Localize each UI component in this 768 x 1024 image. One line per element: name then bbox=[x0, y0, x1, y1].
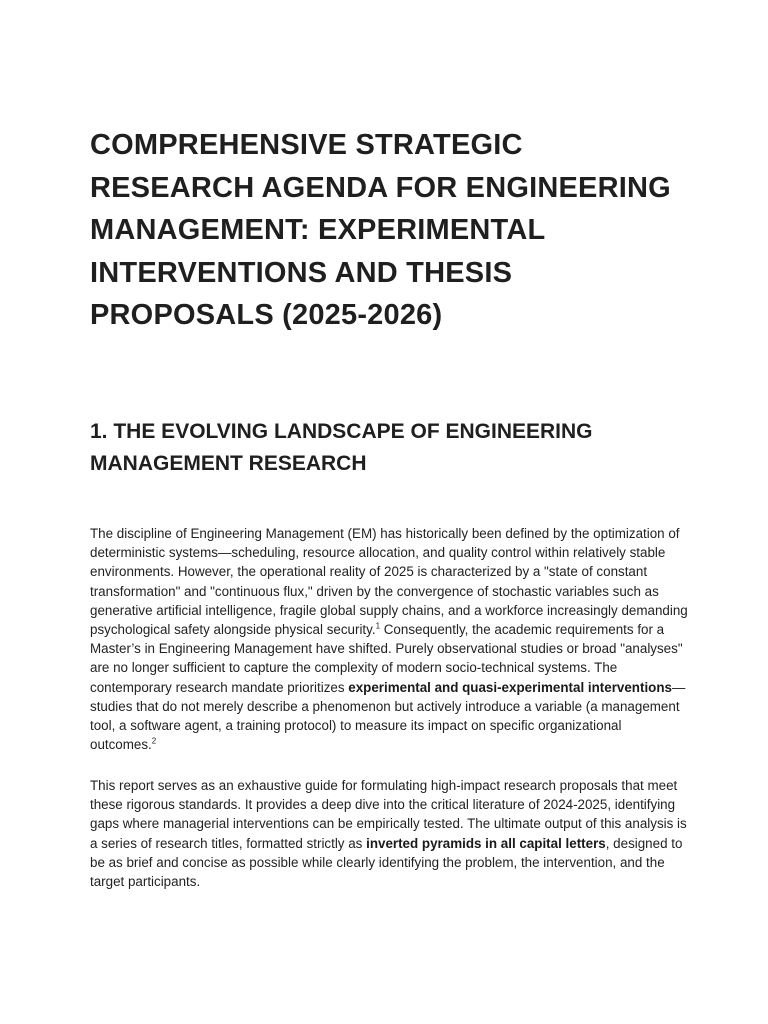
paragraph-text: , designed to be as brief and concise as possible while clearly identifying the problem, the intervention, and the target participants. bbox=[90, 835, 683, 890]
footnote-ref[interactable]: 1 bbox=[375, 621, 381, 631]
paragraph-text: This report serves as an exhaustive guide for formulating high-impact research proposals that meet these rigorous standards. It provides a deep dive into the critical literature of 2024-2025, identifying gaps where managerial interventions can be empirically tested. The ultimate output of this analysis is a series of research titles, formatted strictly as bbox=[90, 778, 687, 851]
document-title: COMPREHENSIVE STRATEGIC RESEARCH AGENDA FOR ENGINEERING MANAGEMENT: EXPERIMENTAL INTERVENTIONS AND THESIS PROPOSALS (2025-2026) bbox=[90, 129, 671, 331]
section-heading: 1. THE EVOLVING LANDSCAPE OF ENGINEERING MANAGEMENT RESEARCH bbox=[90, 420, 593, 475]
paragraph-purpose bbox=[90, 776, 690, 891]
paragraph-text: —studies that do not merely describe a phenomenon but actively introduce a variable (a management tool, a software agent, a training protocol) to measure its impact on specific organizational outcomes. bbox=[90, 679, 686, 753]
emphasis-text: experimental and quasi-experimental interventions bbox=[348, 679, 672, 695]
paragraph-text: Consequently, the academic requirements for a Master’s in Engineering Management have shifted. Purely observational studies or broad "analyses" are no longer sufficient to capture the complexity of modern socio-technical systems. The contemporary research mandate prioritizes bbox=[90, 622, 683, 695]
paragraph-intro bbox=[90, 524, 690, 754]
paragraph-text: The discipline of Engineering Management (EM) has historically been defined by the optimization of deterministic systems—scheduling, resource allocation, and quality control within relatively stable environments. However, the operational reality of 2025 is characterized by a "state of constant transformation" and "continuous flux," driven by the convergence of stochastic variables such as generative artificial intelligence, fragile global supply chains, and a workforce increasingly demanding psychological safety alongside physical security. bbox=[90, 526, 688, 638]
emphasis-text: inverted pyramids in all capital letters bbox=[366, 835, 606, 851]
footnote-ref[interactable]: 2 bbox=[151, 736, 157, 746]
